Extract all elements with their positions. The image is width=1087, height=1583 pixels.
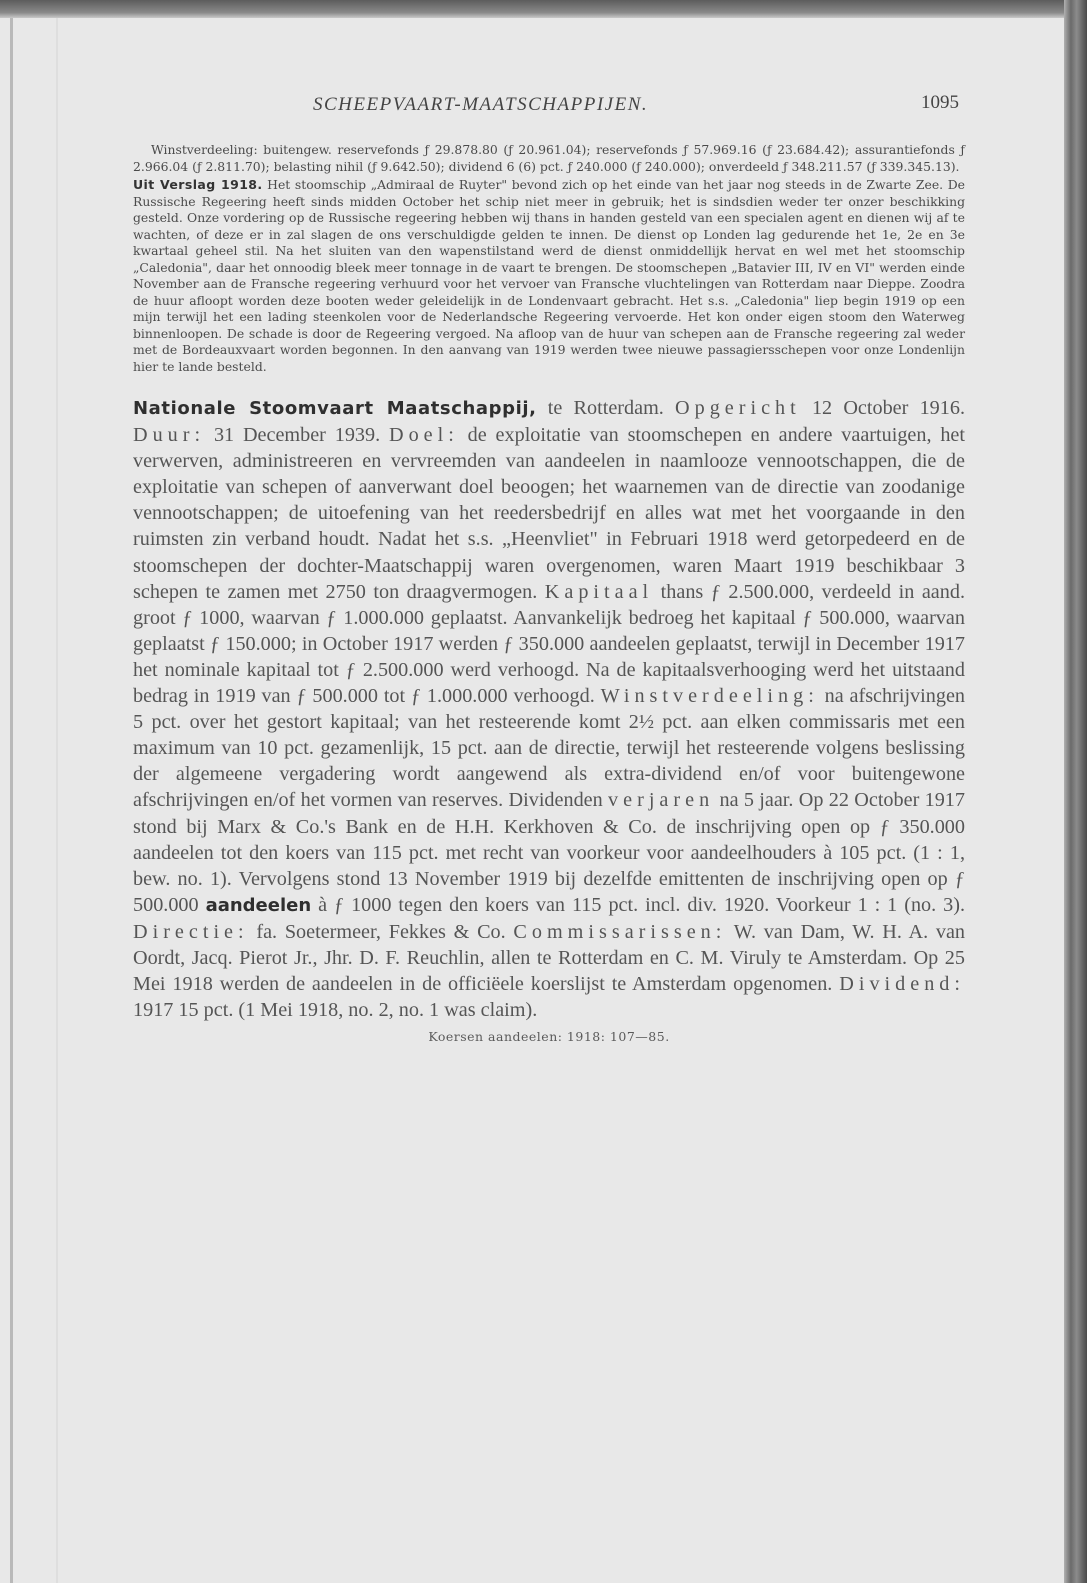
kapitaal-text: thans ƒ 2.500.000, verdeeld in aand. groot ƒ 1000, waarvan ƒ 1.000.000 geplaatst. Aanvankelijk bedroeg het kapitaal ƒ 500.000, waarvan geplaatst ƒ 150.000; in October 1917 werden ƒ 350.000 aandeelen geplaatst, terwijl in December 1917 het nominale kapitaal tot ƒ 2.500.000 werd verhoogd. Na de kapitaalsverhooging werd het uitstaand bedrag in 1919 van ƒ 500.000 tot ƒ 1.000.000 verhoogd. bbox=[133, 580, 965, 708]
kapitaal-label: Kapitaal bbox=[544, 580, 654, 603]
company-location: te Rotterdam. bbox=[536, 397, 676, 419]
dividend-text: 1917 15 pct. (1 Mei 1918, no. 2, no. 1 was claim). bbox=[133, 999, 538, 1022]
duur-text: 31 December 1939. bbox=[205, 424, 389, 447]
aandeelen-text: à ƒ 1000 tegen den koers van 115 pct. incl. div. 1920. Voorkeur 1 : 1 (no. 3). bbox=[311, 893, 965, 916]
verjaren-text: na 5 jaar. Op 22 October 1917 stond bij Marx & Co.'s Bank en de H.H. Kerkhoven & Co. de inschrijving open op ƒ 350.000 aandeelen tot den koers van 115 pct. met recht van voorkeur voor aandeelhouders à 105 pct. (1 : 1, bew. no. 1). Vervolgens stond 13 November 1919 bij dezelfde emittenten de inschrijving open op ƒ 500.000 bbox=[133, 789, 965, 916]
commissarissen-text: W. van Dam, W. H. A. van Oordt, Jacq. Pierot Jr., Jhr. D. F. Reuchlin, allen te Rotterdam en C. M. Viruly te Amsterdam. Op 25 Mei 1918 werden de aandeelen in de officiëele koerslijst te Amsterdam opgenomen. bbox=[133, 920, 965, 996]
duur-label: Duur: bbox=[133, 424, 206, 447]
winstverdeeling-label: Winstverdeeling: bbox=[600, 685, 819, 708]
winstverdeeling-text: na afschrijvingen 5 pct. over het gestort kapitaal; van het resteerende komt 2½ pct. aan elken commissaris met een maximum van 10 pct. gezamenlijk, 15 pct. aan de directie, terwijl het resteerende volgens beslissing der algemeene vergadering wordt aangewend als extra-dividend en/of voor buitengewone afschrijvingen en/of het vormen van reserves. Dividenden bbox=[133, 685, 965, 812]
koersen-footer: Koersen aandeelen: 1918: 107—85. bbox=[428, 1029, 670, 1045]
verslag-paragraph bbox=[133, 177, 965, 375]
doel-label: Doel: bbox=[388, 424, 459, 447]
opgericht-label: Opgericht bbox=[675, 397, 801, 419]
company-entry bbox=[133, 395, 965, 1023]
commissarissen-label: Commissarissen: bbox=[513, 920, 727, 943]
aandeelen-bold: aandeelen bbox=[205, 894, 312, 916]
dividend-label: Dividend: bbox=[839, 973, 965, 996]
directie-label: Directie: bbox=[133, 920, 249, 943]
running-title: SCHEEPVAART-MAATSCHAPPIJEN. bbox=[313, 94, 649, 115]
company-name: Nationale Stoomvaart Maatschappij, bbox=[133, 398, 537, 419]
scan-left-shadow bbox=[56, 18, 58, 1583]
winstverdeeling-paragraph: Winstverdeeling: buitengew. reservefonds ƒ 29.878.80 (ƒ 20.961.04); reservefonds ƒ 57.969.16 (ƒ 23.684.42); assurantiefonds ƒ 2.966.04 (ƒ 2.811.70); belasting nihil (ƒ 9.642.50); dividend 6 (6) pct. ƒ 240.000 (ƒ 240.000); onverdeeld ƒ 348.211.57 (ƒ 339.345.13). bbox=[133, 142, 965, 174]
running-header bbox=[133, 88, 965, 118]
doel-text: de exploitatie van stoomschepen en andere vaartuigen, het verwerven, administreeren en vervreemden van aandeelen in naamlooze vennootschappen, die de exploitatie van schepen of aanverwant doel beoogen; het waarnemen van de directie van zoodanige vennootschappen; de uitoefening van het reedersbedrijf en alles wat met het voorgaande in den ruimsten zin verband houdt. Nadat het s.s. „Heenvliet" in Februari 1918 werd getorpedeerd en de stoomschepen der dochter-Maatschappij waren overgenomen, waren Maart 1919 beschikbaar 3 schepen te zamen met 2750 ton draagvermogen. bbox=[133, 424, 965, 603]
page-number: 1095 bbox=[921, 92, 959, 113]
document-page bbox=[133, 88, 965, 1044]
opgericht-text: 12 October 1916. bbox=[800, 397, 965, 419]
directie-text: fa. Soetermeer, Fekkes & Co. bbox=[248, 920, 514, 943]
verslag-text: Het stoomschip „Admiraal de Ruyter" bevond zich op het einde van het jaar nog steeds in de Zwarte Zee. De Russische Regeering heeft sinds midden October het schip niet meer in gebruik; het is sindsdien weder ter onzer beschikking gesteld. Onze vordering op de Russische regeering hebben wij thans in handen gesteld van een specialen agent en dienen wij af te wachten, of deze er in zal slagen de ons verschuldigde gelden te innen. De dienst op Londen lag gedurende het 1e, 2e en 3e kwartaal geheel stil. Na het sluiten van den wapenstilstand werd de dienst onmiddellijk hervat en wel met het stoomschip „Caledonia", daar het onnoodig bleek meer tonnage in de vaart te brengen. De stoomschepen „Batavier III, IV en VI" werden einde November aan de Fransche regeering verhuurd voor het vervoer van Fransche vluchtelingen van Rotterdam naar Dieppe. Zoodra de huur afloopt worden deze booten weder geleidelijk in de Londenvaart gebracht. Het s.s. „Caledonia" liep begin 1919 op een mijn terwijl het een lading steenkolen voor de Nederlandsche Regeering vervoerde. Het kon onder eigen stoom den Waterweg binnenloopen. De schade is door de Regeering vergoed. Na afloop van de huur van schepen aan de Fransche regeering zal weder met de Bordeauxvaart worden begonnen. In den aanvang van 1919 werden twee nieuwe passagiersschepen voor onze Londenlijn hier te lande besteld. bbox=[133, 177, 965, 374]
verslag-label: Uit Verslag 1918. bbox=[133, 177, 263, 192]
scan-right-edge bbox=[1064, 0, 1087, 1583]
scan-top-edge bbox=[0, 0, 1087, 18]
scan-left-edge bbox=[10, 18, 13, 1583]
verjaren-label: verjaren bbox=[608, 789, 715, 812]
